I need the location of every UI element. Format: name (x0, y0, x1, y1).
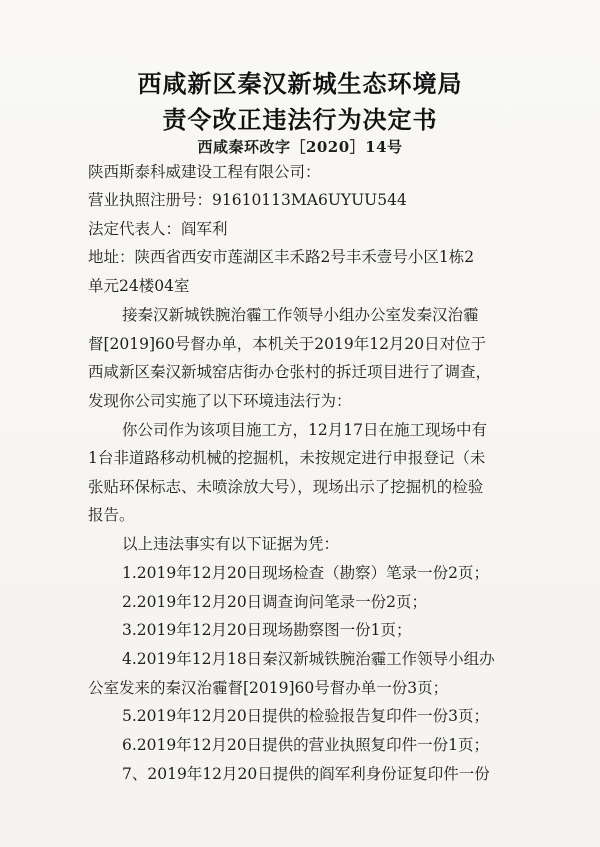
paragraph2-line2: 1台非道路移动机械的挖掘机，未按规定进行申报登记（未 (88, 449, 486, 467)
address-line-2: 单元24楼04室 (88, 277, 190, 295)
address-line-1: 地址：陕西省西安市莲湖区丰禾路2号丰禾壹号小区1栋2 (88, 248, 475, 266)
paragraph2-line3: 张贴环保标志、未喷涂放大号），现场出示了挖掘机的检验 (88, 478, 484, 496)
paragraph2-line1: 你公司作为该项目施工方，12月17日在施工现场中有 (122, 421, 487, 439)
paragraph1-line3: 西咸新区秦汉新城窑店街办仓张村的拆迁项目进行了调查， (88, 363, 492, 381)
evidence-item: 5.2019年12月20日提供的检验报告复印件一份3页； (122, 707, 490, 725)
evidence-intro: 以上违法事实有以下证据为凭： (122, 535, 340, 553)
evidence-item: 4.2019年12月18日秦汉新城铁腕治霾工作领导小组办 (122, 650, 495, 668)
evidence-item: 2.2019年12月20日调查询问笔录一份2页； (122, 593, 428, 611)
evidence-item: 1.2019年12月20日现场检查（勘察）笔录一份2页； (122, 564, 490, 582)
paragraph1-line2: 督[2019]60号督办单，本机关于2019年12月20日对位于 (88, 335, 487, 353)
evidence-item: 3.2019年12月20日现场勘察图一份1页； (122, 621, 412, 639)
document-title-line2: 责令改正违法行为决定书 (162, 106, 438, 134)
evidence-item-continued: 公室发来的秦汉治霾督[2019]60号督办单一份3页； (88, 679, 449, 697)
evidence-item: 6.2019年12月20日提供的营业执照复印件一份1页； (122, 736, 490, 754)
license-line: 营业执照注册号：91610113MA6UYUU544 (88, 191, 407, 209)
document-title-line1: 西咸新区秦汉新城生态环境局 (137, 70, 463, 98)
recipient-line: 陕西斯泰科威建设工程有限公司： (88, 163, 321, 181)
paragraph1-line4: 发现你公司实施了以下环境违法行为： (88, 392, 352, 410)
paragraph1-line1: 接秦汉新城铁腕治霾工作领导小组办公室发秦汉治霾 (122, 306, 479, 324)
paragraph2-line4: 报告。 (88, 506, 135, 524)
representative-line: 法定代表人：阎军利 (88, 220, 228, 238)
document-number: 西咸秦环改字［2020］14号 (197, 138, 403, 156)
evidence-item: 7、2019年12月20日提供的阎军利身份证复印件一份 (122, 765, 490, 783)
